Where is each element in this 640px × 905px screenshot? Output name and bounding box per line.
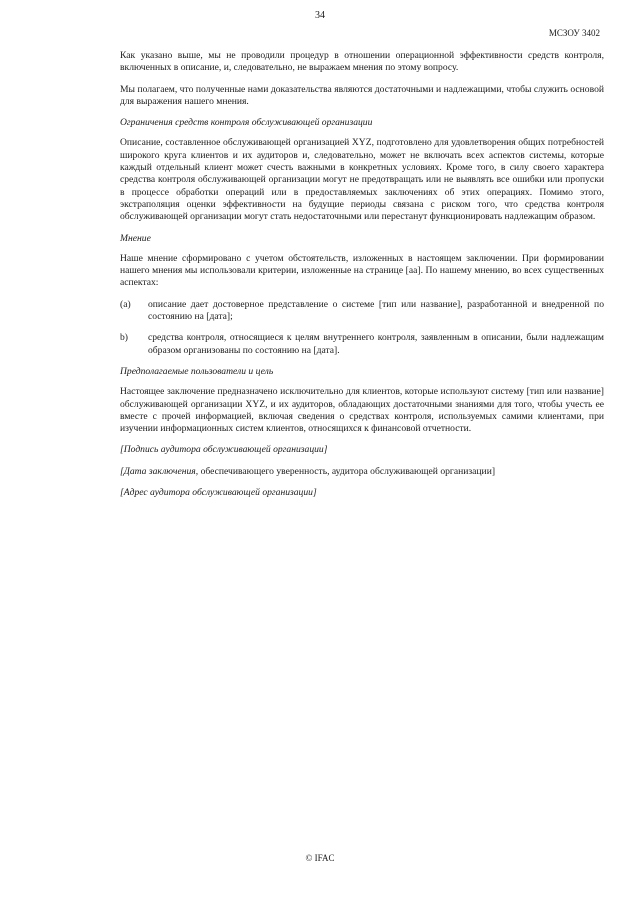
list-marker: b) — [120, 332, 128, 344]
list-item — [120, 299, 604, 324]
copyright-footer: © IFAC — [305, 853, 335, 863]
paragraph-limitations: Описание, составленное обслуживающей организацией XYZ, подготовлено для удовлетворения общих потребностей широкого круга клиентов и их аудиторов и, следовательно, может не включать всех аспектов системы, которые каждый отдельный клиент может счесть важными в конкретных условиях. Кроме того, в силу своего характера средства контроля обслуживающей организации могут не предотвращать или не выявлять все ошибки или пропуски в процессе обработки операций или в предоставляемых заключениях об этих операциях. Помимо этого, экстраполяция оценки эффективности на будущие периоды связана с риском того, что средства контроля обслуживающей организации могут стать недостаточными или перестанут функционировать надлежащим образом. — [120, 137, 604, 223]
date-line-italic: [Дата заключения, — [120, 465, 199, 477]
paragraph-opinion: Наше мнение сформировано с учетом обстоятельств, изложенных в настоящем заключении. При формировании нашего мнения мы использовали критерии, изложенные на странице [аа]. По нашему мнению, во всех существенных аспектах: — [120, 252, 604, 289]
heading-opinion: Мнение — [120, 232, 151, 244]
heading-intended-users: Предполагаемые пользователи и цель — [120, 365, 274, 377]
list-marker: (a) — [120, 298, 131, 310]
date-line-normal: обеспечивающего уверенность, аудитора обслуживающей организации] — [198, 465, 496, 477]
list-text: средства контроля, относящиеся к целям внутреннего контроля, заявленным в описании, были надлежащим образом организованы по состоянию на [дата]. — [148, 332, 604, 356]
list-item — [120, 332, 604, 357]
paragraph-operating-effectiveness: Как указано выше, мы не проводили процедур в отношении операционной эффективности средств контроля, включенных в описание, и, следовательно, не выражаем мнения по этому вопросу. — [120, 50, 604, 74]
paragraph-intended-users: Настоящее заключение предназначено исключительно для клиентов, которые используют систему [тип или название] обслуживающей организации XYZ, и их аудиторов, обладающих достаточными знаниями для того, чтобы учесть ее вместе с прочей информацией, включая сведения о средствах контроля, используемых самими клиентами, при изучении информационных систем клиентов, относящихся к финансовой отчетности. — [120, 386, 604, 435]
signature-line: [Подпись аудитора обслуживающей организации] — [120, 444, 328, 456]
document-body — [120, 50, 604, 508]
date-line — [120, 466, 604, 478]
heading-limitations: Ограничения средств контроля обслуживающей организации — [120, 117, 373, 129]
paragraph-evidence: Мы полагаем, что полученные нами доказательства являются достаточными и надлежащими, чтобы служить основой для выражения нашего мнения. — [120, 83, 604, 107]
page-number: 34 — [315, 10, 325, 21]
address-line: [Адрес аудитора обслуживающей организации] — [120, 487, 317, 499]
list-text: описание дает достоверное представление о системе [тип или название], разработанной и внедренной по состоянию на [дата]; — [148, 298, 604, 323]
document-code: МСЗОУ 3402 — [548, 28, 600, 38]
